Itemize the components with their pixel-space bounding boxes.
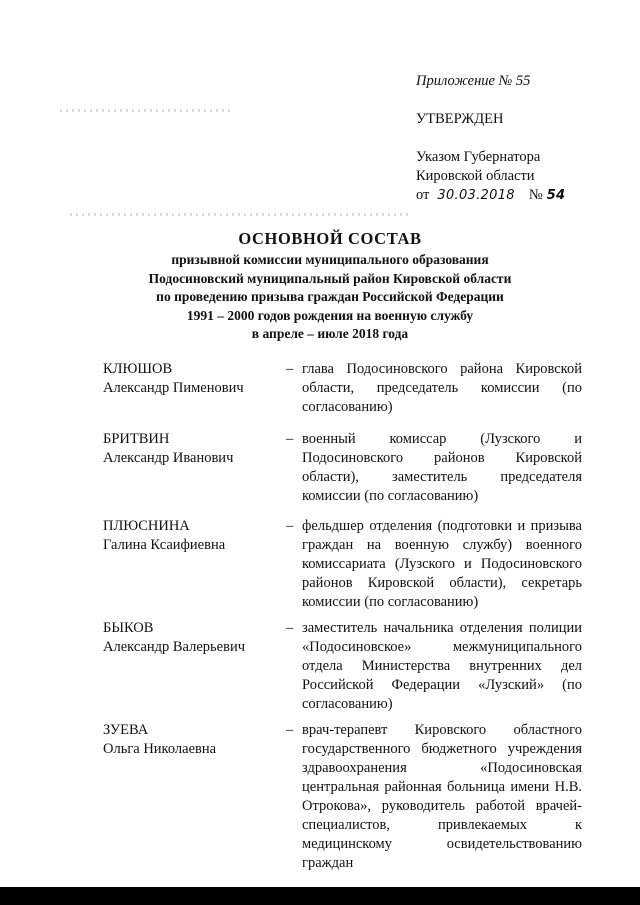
member-dash: – [286, 431, 294, 447]
member-role: военный комиссар (Лузского и Подосиновского районов Кировской области), заместитель председателя комиссии (по согласованию) [302, 431, 582, 504]
decree-line-1: Указом Губернатора [416, 149, 541, 165]
commission-member-list [103, 360, 583, 871]
member-role: заместитель начальника отделения полиции «Подосиновское» межмуниципального отдела Министерства внутренних дел Российской Федерации «Лузский» (по согласованию) [302, 620, 582, 712]
member-dash: – [286, 620, 294, 636]
member-entry [103, 619, 583, 721]
approval-block [416, 72, 616, 206]
member-given-name: Александр Иванович [103, 450, 234, 466]
member-name [103, 430, 283, 517]
handwritten-number: 54 [546, 188, 566, 203]
appendix-number: Приложение № 55 [416, 73, 531, 89]
approved-label: УТВЕРЖДЕН [416, 111, 504, 127]
scan-artifact-line [60, 109, 230, 112]
heading-line: призывной комиссии муниципального образования [171, 252, 489, 267]
member-given-name: Александр Валерьевич [103, 639, 245, 655]
heading-line: в апреле – июле 2018 года [251, 326, 409, 341]
member-surname: ЗУЕВА [103, 722, 149, 738]
member-given-name: Александр Пименович [103, 380, 244, 396]
handwritten-date: 30.03.2018 [437, 188, 515, 203]
member-dash: – [286, 361, 294, 377]
heading-line: Подосиновский муниципальный район Кировской области [148, 270, 512, 286]
decree-line-2: Кировской области [416, 168, 535, 184]
scan-bottom-edge [0, 887, 640, 905]
member-entry [103, 430, 583, 517]
date-prefix: от [416, 187, 430, 203]
member-entry [103, 721, 583, 871]
member-surname: БЫКОВ [103, 620, 154, 636]
heading-line: по проведению призыва граждан Российской Федерации [156, 289, 504, 304]
document-heading [120, 229, 540, 344]
member-dash: – [286, 518, 294, 534]
member-name [103, 721, 283, 861]
heading-line: 1991 – 2000 годов рождения на военную службу [186, 307, 474, 323]
member-name [103, 517, 283, 619]
member-given-name: Ольга Николаевна [103, 741, 217, 757]
member-role: врач-терапевт Кировского областного государственного бюджетного учреждения здравоохранения «Подосиновская центральная районная больница имени Н.В. Отрокова», руководитель работой врачей-специалистов, привлекаемых к медицинскому освидетельствованию граждан [302, 722, 582, 871]
member-name [103, 360, 283, 430]
member-dash: – [286, 722, 294, 738]
member-entry [103, 360, 583, 430]
scan-artifact-line [70, 213, 410, 216]
member-surname: БРИТВИН [103, 431, 170, 447]
member-surname: ПЛЮСНИНА [103, 518, 190, 534]
member-role: фельдшер отделения (подготовки и призыва граждан на военную службу) военного комиссариата (Лузского и Подосиновского районов Кировской области), секретарь комиссии (по согласованию) [302, 518, 582, 610]
decree-reference [416, 148, 616, 206]
member-entry [103, 517, 583, 619]
decree-date-line [416, 186, 616, 206]
number-prefix: № [528, 187, 543, 203]
member-surname: КЛЮШОВ [103, 361, 173, 377]
member-name [103, 619, 283, 721]
member-given-name: Галина Ксаифиевна [103, 537, 226, 553]
document-title: ОСНОВНОЙ СОСТАВ [238, 229, 422, 248]
member-role: глава Подосиновского района Кировской области, председатель комиссии (по согласованию) [302, 361, 582, 415]
